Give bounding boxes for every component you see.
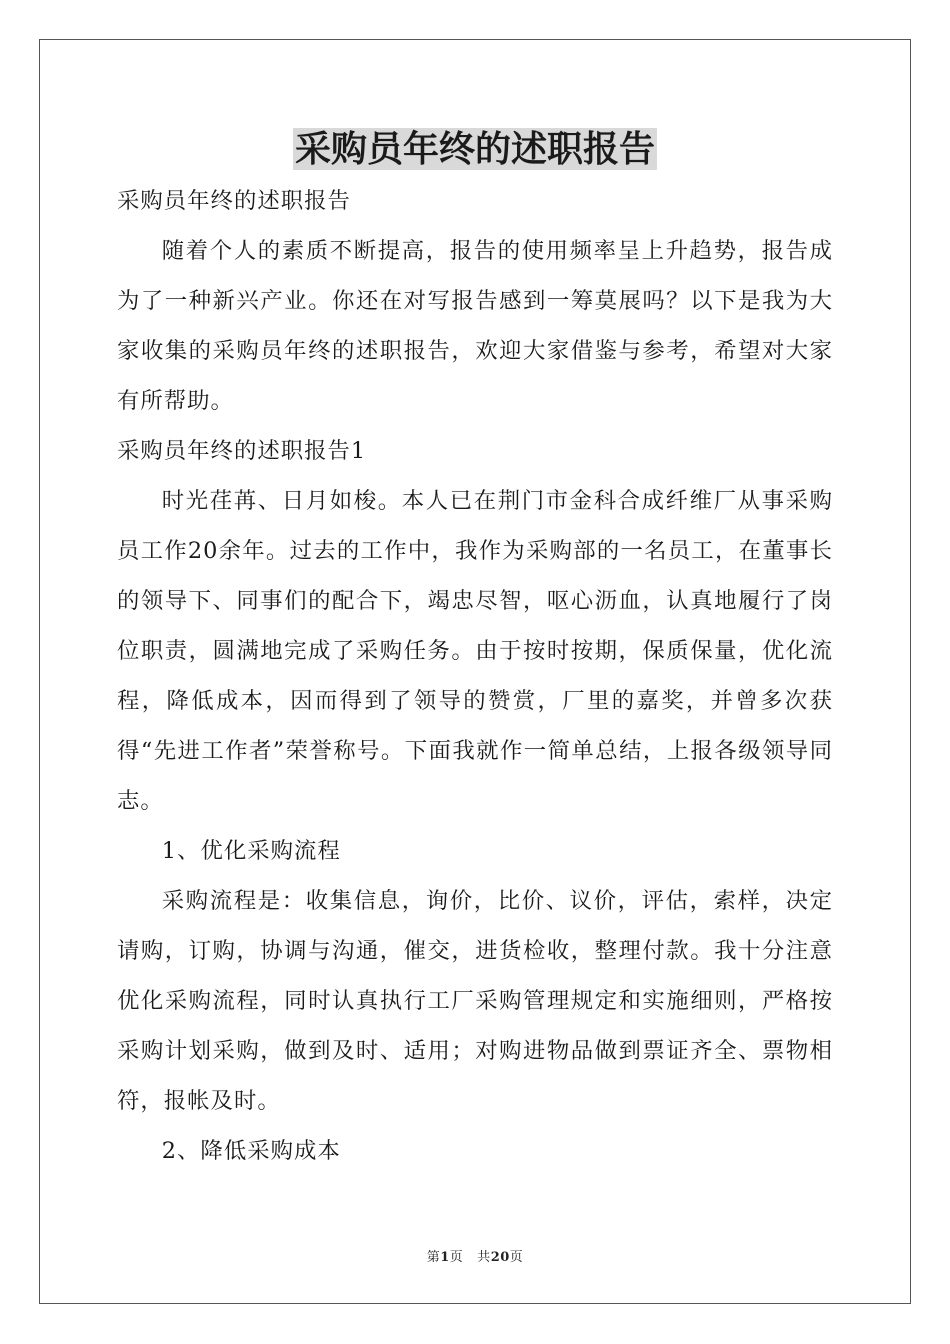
paragraph-subtitle: 采购员年终的述职报告: [117, 188, 351, 214]
page-prefix: 第: [426, 1250, 441, 1265]
page-number: 1: [440, 1250, 450, 1265]
paragraph-intro: 随着个人的素质不断提高，报告的使用频率呈上升趋势，报告成为了一种新兴产业。你还在对写报告感到一筹莫展吗？以下是我为大家收集的采购员年终的述职报告，欢迎大家借鉴与参考，希望对大家有所帮助。: [117, 238, 833, 414]
total-prefix: 共: [477, 1250, 491, 1265]
paragraph-body: 时光荏苒、日月如梭。本人已在荆门市金科合成纤维厂从事采购员工作20余年。过去的工作中，我作为采购部的一名员工，在董事长的领导下、同事们的配合下，竭忠尽智，呕心沥血，认真地履行了岗位职责，圆满地完成了采购任务。由于按时按期，保质保量，优化流程，降低成本，因而得到了领导的赞赏，厂里的嘉奖，并曾多次获得“先进工作者”荣誉称号。下面我就作一简单总结，上报各级领导同志。: [117, 488, 833, 814]
total-pages: 20: [490, 1250, 510, 1265]
total-suffix: 页: [509, 1250, 524, 1265]
paragraph-subheading-2: 2、降低采购成本: [161, 1138, 341, 1164]
paragraph-section-heading: 采购员年终的述职报告1: [117, 438, 367, 464]
paragraph-body: 采购流程是：收集信息，询价，比价、议价，评估，索样，决定请购，订购，协调与沟通，催交，进货检收，整理付款。我十分注意优化采购流程，同时认真执行工厂采购管理规定和实施细则，严格按采购计划采购，做到及时、适用；对购进物品做到票证齐全、票物相符，报帐及时。: [117, 888, 833, 1114]
document-title: [0, 126, 950, 172]
document-body: [117, 176, 833, 1176]
page-suffix: 页: [449, 1250, 464, 1265]
paragraph-subheading-1: 1、优化采购流程: [161, 838, 341, 864]
page-footer: [0, 1246, 950, 1265]
document-title-text: 采购员年终的述职报告: [294, 128, 655, 170]
